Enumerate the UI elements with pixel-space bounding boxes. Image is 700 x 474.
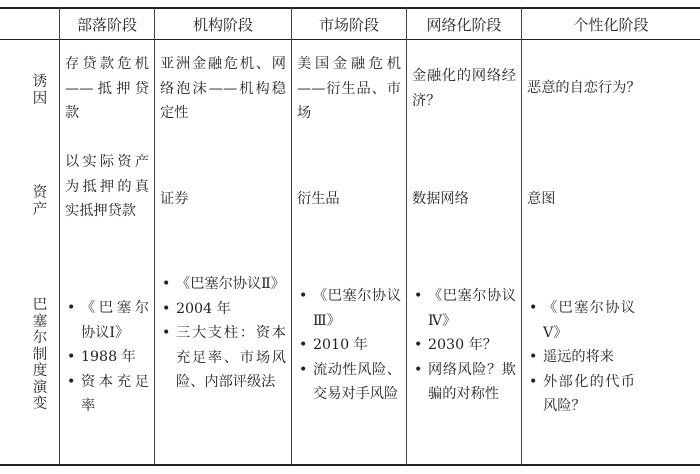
header-market-stage: 市场阶段 <box>318 15 379 34</box>
basel-risk-item: • 外部化的代币风险？ <box>527 370 635 419</box>
basel-year-item: • 2030 年？ <box>412 333 516 358</box>
cell-basel-personalized <box>527 296 635 419</box>
basel-agreement-item: • 《巴塞尔协议Ⅰ》 <box>65 296 149 345</box>
cell-asset-tribal: 以实际资产为抵押的真实抵押贷款 <box>65 154 149 219</box>
row-label-motive: 诱因 <box>32 74 48 107</box>
cell-motive-personalized: 恶意的自恋行为？ <box>527 80 641 96</box>
header-rule <box>0 39 700 40</box>
column-divider <box>291 7 292 465</box>
basel-risk-item: • 三大支柱：资本充足率、市场风险、内部评级法 <box>160 321 286 395</box>
cell-motive-tribal: 存贷款危机——抵押贷款 <box>65 56 149 121</box>
row-label-asset: 资产 <box>32 185 48 218</box>
basel-agreement-item: • 《巴塞尔协议Ⅱ》 <box>160 272 286 297</box>
cell-motive-institutional: 亚洲金融危机、网络泡沫——机构稳定性 <box>160 56 286 121</box>
cell-basel-institutional <box>160 272 286 395</box>
basel-agreement-item: • 《巴塞尔协议Ⅳ》 <box>412 284 516 333</box>
basel-agreement-item: • 《巴塞尔协议Ⅴ》 <box>527 296 635 345</box>
cell-basel-tribal <box>65 296 149 419</box>
cell-motive-market: 美国金融危机——衍生品、市场 <box>297 56 401 121</box>
column-divider <box>59 7 60 465</box>
cell-basel-market <box>297 284 401 407</box>
basel-agreement-item: • 《巴塞尔协议Ⅲ》 <box>297 284 401 333</box>
table-bottom-rule <box>0 464 700 466</box>
column-divider <box>154 7 155 465</box>
basel-year-item: • 1988 年 <box>65 345 149 370</box>
header-institutional-stage: 机构阶段 <box>192 15 253 34</box>
column-divider <box>521 7 522 465</box>
basel-year-item: • 遥远的将来 <box>527 345 635 370</box>
cell-asset-market: 衍生品 <box>297 191 340 207</box>
column-divider <box>406 7 407 465</box>
row-label-basel: 巴塞尔制度演变 <box>32 297 48 412</box>
basel-risk-item: • 网络风险？欺骗的对称性 <box>412 358 516 407</box>
cell-basel-network <box>412 284 516 407</box>
cell-asset-network: 数据网络 <box>412 191 469 207</box>
basel-year-item: • 2010 年 <box>297 333 401 358</box>
cell-asset-institutional: 证券 <box>160 191 189 207</box>
header-tribal-stage: 部落阶段 <box>76 15 137 34</box>
basel-year-item: • 2004 年 <box>160 297 286 322</box>
cell-motive-network: 金融化的网络经济？ <box>412 68 516 109</box>
basel-risk-item: • 流动性风险、交易对手风险 <box>297 358 401 407</box>
header-personalized-stage: 个性化阶段 <box>573 15 649 34</box>
cell-asset-personalized: 意图 <box>527 191 556 207</box>
header-network-stage: 网络化阶段 <box>426 15 502 34</box>
basel-risk-item: • 资本充足率 <box>65 370 149 419</box>
